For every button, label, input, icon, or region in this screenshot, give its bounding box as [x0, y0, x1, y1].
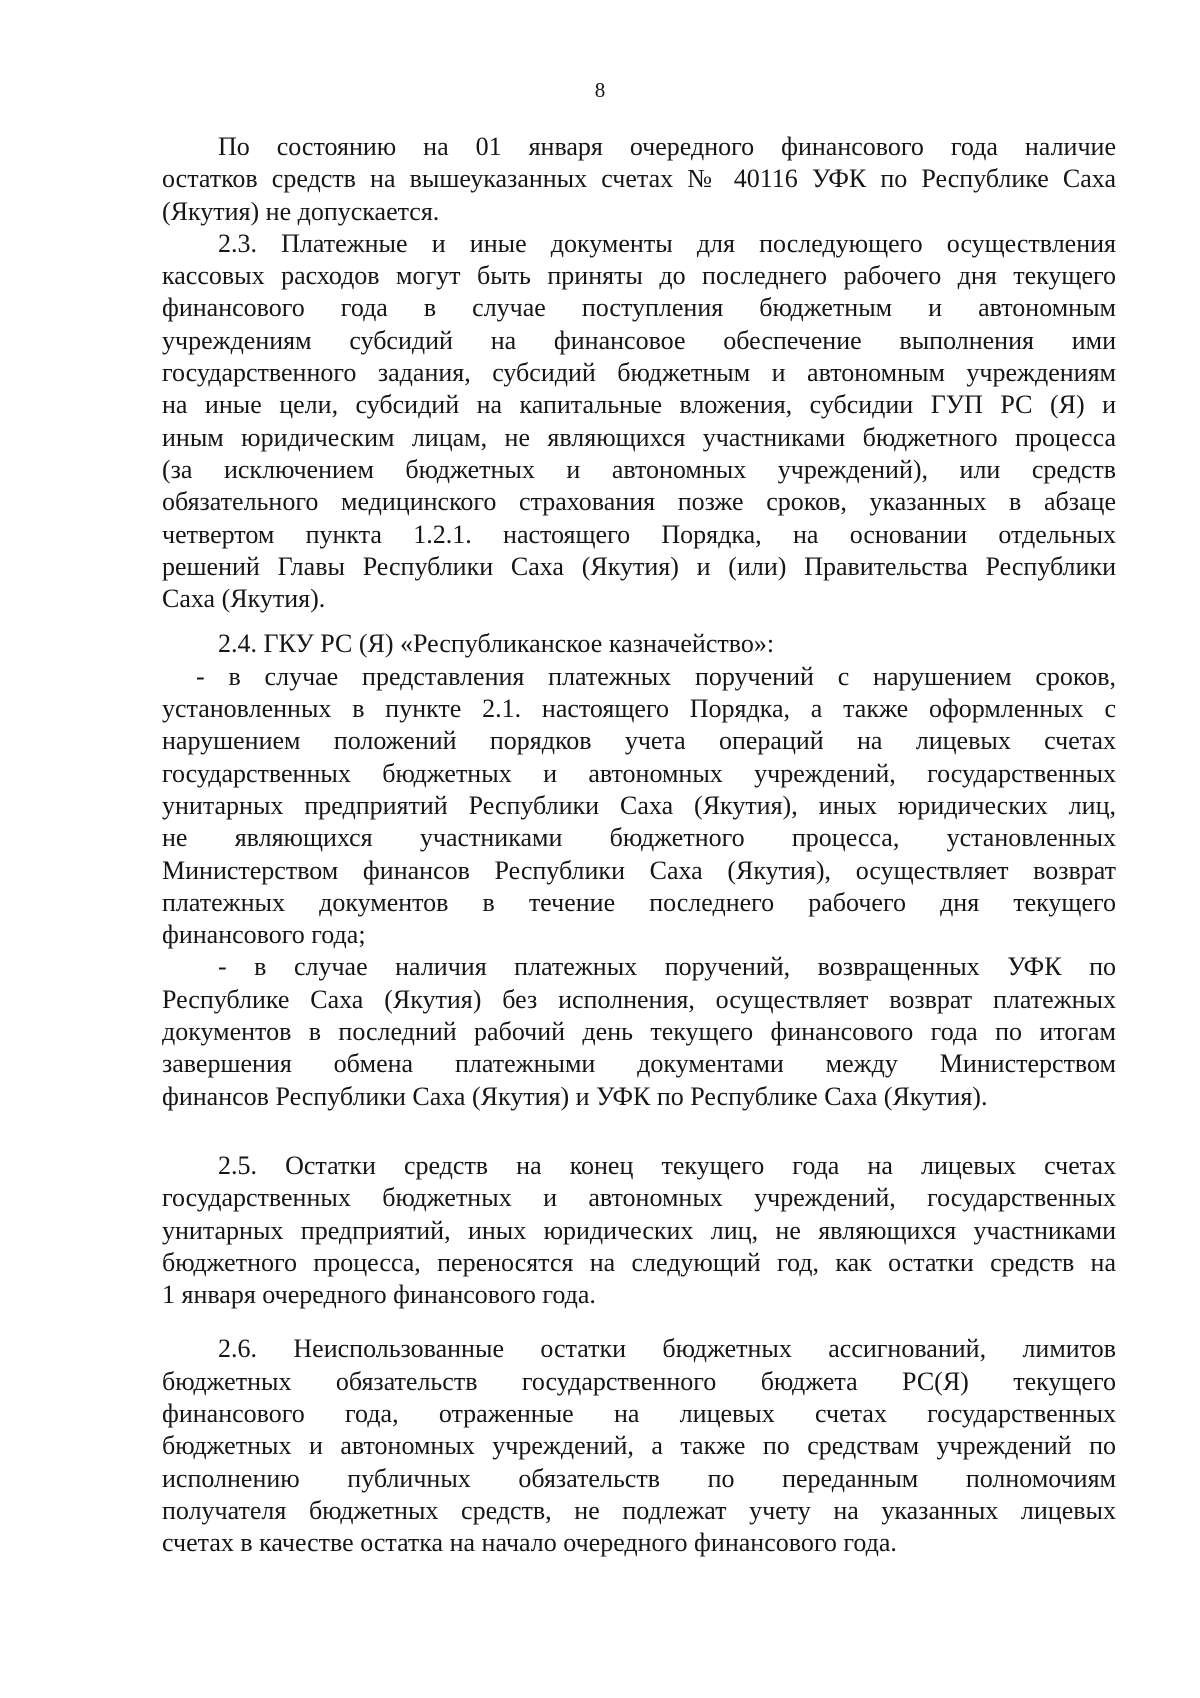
- text-line: исполнению публичных обязательств по переданным полномочиям: [162, 1463, 1116, 1493]
- text-line: обязательного медицинского страхования позже сроков, указанных в абзаце: [162, 487, 1116, 517]
- text-line: четвертом пункта 1.2.1. настоящего Порядка, на основании отдельных: [162, 519, 1116, 549]
- text-line: финансов Республики Саха (Якутия) и УФК по Республике Саха (Якутия).: [162, 1081, 988, 1111]
- text-line: решений Главы Республики Саха (Якутия) и (или) Правительства Республики: [162, 551, 1116, 581]
- list-item-dash-1: [162, 661, 1116, 952]
- text-line: (Якутия) не допускается.: [162, 196, 440, 226]
- text-line: бюджетных и автономных учреждений, а также по средствам учреждений по: [162, 1431, 1116, 1461]
- text-line: унитарных предприятий, иных юридических лиц, не являющихся участниками: [162, 1215, 1116, 1245]
- document-body: [162, 131, 1116, 1559]
- text-line: Саха (Якутия).: [162, 584, 326, 614]
- text-line: счетах в качестве остатка на начало очередного финансового года.: [162, 1528, 897, 1558]
- text-line: получателя бюджетных средств, не подлежат учету на указанных лицевых: [162, 1495, 1116, 1525]
- text-line: (за исключением бюджетных и автономных учреждений), или средств: [162, 454, 1116, 484]
- text-line: 2.3. Платежные и иные документы для последующего осуществления: [218, 228, 1116, 258]
- text-line: не являющихся участниками бюджетного процесса, установленных: [162, 823, 1116, 853]
- text-line: документов в последний рабочий день текущего финансового года по итогам: [162, 1017, 1116, 1047]
- paragraph-2-6: [162, 1333, 1116, 1559]
- paragraph-opening: [162, 131, 1116, 228]
- text-line: государственного задания, субсидий бюджетным и автономным учреждениям: [162, 358, 1116, 388]
- text-line: 2.5. Остатки средств на конец текущего года на лицевых счетах: [218, 1150, 1116, 1180]
- text-line: финансового года;: [162, 920, 366, 950]
- text-line: - в случае наличия платежных поручений, возвращенных УФК по: [218, 952, 1116, 982]
- text-line: остатков средств на вышеуказанных счетах № 40116 УФК по Республике Саха: [162, 164, 1116, 194]
- text-line: финансового года в случае поступления бюджетным и автономным: [162, 293, 1116, 323]
- text-line: иным юридическим лицам, не являющихся участниками бюджетного процесса: [162, 422, 1116, 452]
- list-item-dash-2: [162, 951, 1116, 1112]
- text-line: - в случае представления платежных поручений с нарушением сроков,: [196, 661, 1116, 691]
- text-line: бюджетных обязательств государственного бюджета РС(Я) текущего: [162, 1366, 1116, 1396]
- text-line: Министерством финансов Республики Саха (Якутия), осуществляет возврат: [162, 855, 1116, 885]
- text-line: нарушением положений порядков учета операций на лицевых счетах: [162, 726, 1116, 756]
- text-line: на иные цели, субсидий на капитальные вложения, субсидии ГУП РС (Я) и: [162, 390, 1116, 420]
- text-line: унитарных предприятий Республики Саха (Якутия), иных юридических лиц,: [162, 790, 1116, 820]
- text-line: 2.6. Неиспользованные остатки бюджетных ассигнований, лимитов: [218, 1334, 1116, 1364]
- text-line: установленных в пункте 2.1. настоящего Порядка, а также оформленных с: [162, 694, 1116, 724]
- text-line: 1 января очередного финансового года.: [162, 1280, 596, 1310]
- text-line: По состоянию на 01 января очередного финансового года наличие: [218, 132, 1116, 161]
- text-line: завершения обмена платежными документами между Министерством: [162, 1049, 1116, 1079]
- text-line: кассовых расходов могут быть приняты до последнего рабочего дня текущего: [162, 261, 1116, 291]
- paragraph-2-5: [162, 1150, 1116, 1311]
- text-line: Республике Саха (Якутия) без исполнения, осуществляет возврат платежных: [162, 984, 1116, 1014]
- text-line: государственных бюджетных и автономных учреждений, государственных: [162, 758, 1116, 788]
- text-line: бюджетного процесса, переносятся на следующий год, как остатки средств на: [162, 1247, 1116, 1277]
- text-line: государственных бюджетных и автономных учреждений, государственных: [162, 1183, 1116, 1213]
- paragraph-2-4: [162, 628, 1116, 660]
- text-line: финансового года, отраженные на лицевых счетах государственных: [162, 1398, 1116, 1428]
- text-line: 2.4. ГКУ РС (Я) «Республиканское казначейство»:: [218, 629, 775, 659]
- text-line: платежных документов в течение последнего рабочего дня текущего: [162, 887, 1116, 917]
- text-line: учреждениям субсидий на финансовое обеспечение выполнения ими: [162, 325, 1116, 355]
- paragraph-2-3: [162, 228, 1116, 616]
- page-number: 8: [594, 78, 606, 102]
